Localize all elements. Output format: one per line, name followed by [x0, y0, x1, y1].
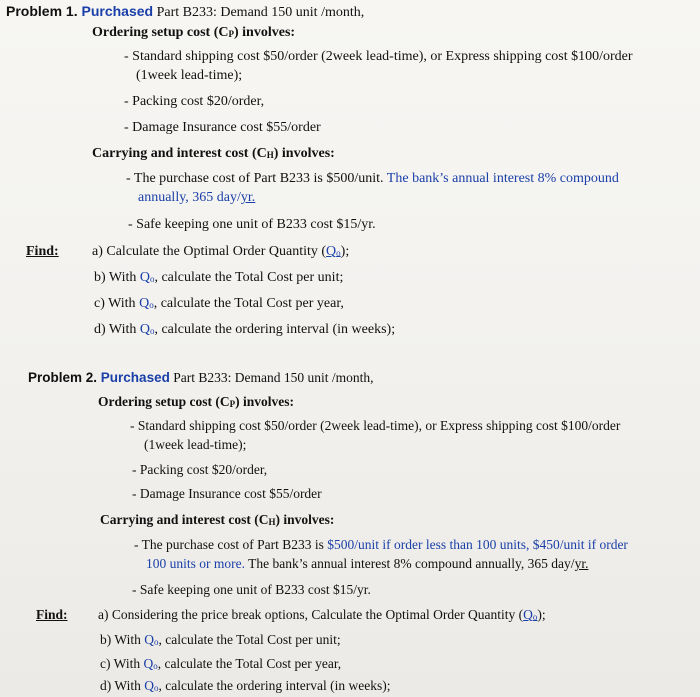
- price-break-highlight: $500/unit if order less than 100 units, $450/unit if order: [327, 537, 628, 552]
- packing-cost-item: - Packing cost $20/order,: [124, 94, 265, 109]
- find-label: Find:: [36, 607, 68, 622]
- find-item-b: b) With Qo, calculate the Total Cost per unit;: [94, 270, 344, 285]
- purchase-cost-item: - The purchase cost of Part B233 is $500/unit. The bank’s annual interest 8% compound: [126, 171, 619, 186]
- carrying-cost-heading: Carrying and interest cost (CH) involves:: [100, 512, 335, 527]
- purchased-label: Purchased: [100, 370, 170, 385]
- purchase-cost-item: - The purchase cost of Part B233 is $500/unit if order less than 100 units, $450/unit if order: [134, 537, 628, 552]
- shipping-cost-item: - Standard shipping cost $50/order (2week lead-time), or Express shipping cost $100/order: [124, 49, 633, 64]
- insurance-cost-item: - Damage Insurance cost $55/order: [132, 486, 322, 501]
- find-item-b: b) With Qo, calculate the Total Cost per unit;: [100, 632, 341, 647]
- find-item-a: a) Calculate the Optimal Order Quantity (Qo);: [92, 244, 350, 259]
- purchase-cost-item-cont: annually, 365 day/yr.: [138, 190, 256, 205]
- find-item-a: a) Considering the price break options, Calculate the Optimal Order Quantity (Qo);: [98, 607, 546, 622]
- carrying-cost-heading: Carrying and interest cost (CH) involves:: [92, 146, 335, 161]
- find-label: Find:: [26, 244, 59, 259]
- insurance-cost-item: - Damage Insurance cost $55/order: [124, 120, 321, 135]
- problem-2-title: Problem 2. Purchased Part B233: Demand 150 unit /month,: [28, 370, 374, 385]
- ordering-setup-heading: Ordering setup cost (CP) involves:: [92, 25, 296, 40]
- packing-cost-item: - Packing cost $20/order,: [132, 462, 268, 477]
- shipping-cost-item: - Standard shipping cost $50/order (2week lead-time), or Express shipping cost $100/order: [130, 418, 621, 433]
- safe-keeping-item: - Safe keeping one unit of B233 cost $15/yr.: [128, 217, 376, 232]
- ordering-setup-heading: Ordering setup cost (CP) involves:: [98, 394, 294, 409]
- find-item-c: c) With Qo, calculate the Total Cost per year,: [94, 296, 344, 311]
- shipping-cost-item-cont: (1week lead-time);: [136, 68, 243, 83]
- problem-1-title: Problem 1. Purchased Part B233: Demand 150 unit /month,: [6, 3, 365, 20]
- purchased-label: Purchased: [81, 3, 154, 19]
- find-item-c: c) With Qo, calculate the Total Cost per year,: [100, 656, 342, 671]
- find-item-d: d) With Qo, calculate the ordering interval (in weeks);: [100, 678, 391, 693]
- find-item-d: d) With Qo, calculate the ordering interval (in weeks);: [94, 322, 396, 337]
- shipping-cost-item-cont: (1week lead-time);: [144, 437, 247, 452]
- safe-keeping-item: - Safe keeping one unit of B233 cost $15/yr.: [132, 582, 371, 597]
- purchase-cost-item-cont: 100 units or more. The bank’s annual interest 8% compound annually, 365 day/yr.: [146, 556, 589, 571]
